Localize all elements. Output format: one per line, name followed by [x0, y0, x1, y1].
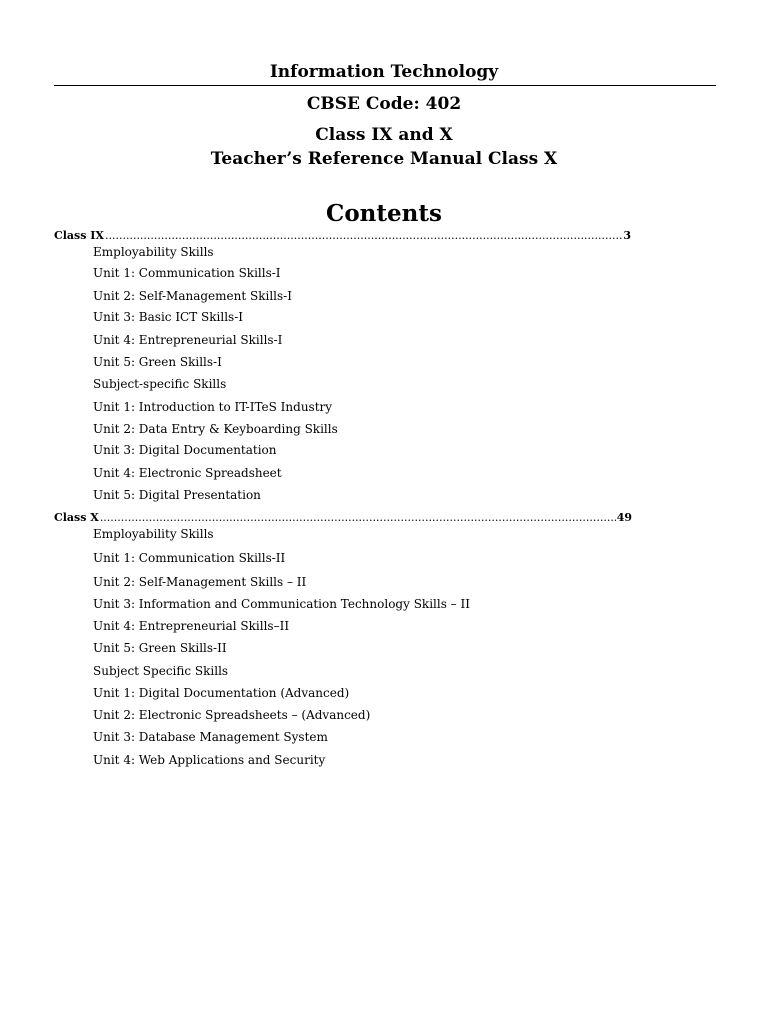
toc-entry[interactable]: Subject-specific Skills	[93, 377, 227, 391]
toc-page-number: 3	[623, 229, 631, 242]
toc-entry[interactable]: Unit 3: Information and Communication Technology Skills – II	[93, 597, 470, 611]
toc-section-label: Class IX	[54, 229, 104, 242]
toc-section-class-ix[interactable]	[54, 229, 631, 242]
toc-entry[interactable]: Unit 2: Self-Management Skills – II	[93, 575, 307, 589]
toc-entry[interactable]: Unit 1: Communication Skills-I	[93, 266, 281, 280]
class-range: Class IX and X	[315, 125, 453, 145]
toc-entry[interactable]: Unit 1: Communication Skills-II	[93, 551, 286, 565]
toc-entry[interactable]: Unit 2: Self-Management Skills-I	[93, 289, 292, 303]
toc-entry[interactable]: Unit 4: Web Applications and Security	[93, 753, 326, 767]
document-title: Information Technology	[269, 62, 499, 82]
toc-entry[interactable]: Unit 3: Basic ICT Skills-I	[93, 310, 244, 324]
toc-entry[interactable]: Unit 4: Entrepreneurial Skills–II	[93, 619, 290, 633]
toc-entry[interactable]: Unit 2: Data Entry & Keyboarding Skills	[93, 422, 338, 436]
toc-entry[interactable]: Subject Specific Skills	[93, 664, 229, 678]
toc-entry[interactable]: Unit 5: Green Skills-II	[93, 641, 227, 655]
toc-entry[interactable]: Unit 1: Digital Documentation (Advanced)	[93, 686, 350, 700]
toc-entry[interactable]: Employability Skills	[93, 245, 214, 259]
toc-entry[interactable]: Employability Skills	[93, 527, 214, 541]
toc-entry[interactable]: Unit 1: Introduction to IT-ITeS Industry	[93, 400, 333, 414]
cbse-code: CBSE Code: 402	[306, 94, 462, 114]
toc-entry[interactable]: Unit 5: Digital Presentation	[93, 488, 261, 502]
toc-entry[interactable]: Unit 4: Entrepreneurial Skills-I	[93, 333, 283, 347]
toc-entry[interactable]: Unit 3: Database Management System	[93, 730, 328, 744]
toc-section-label: Class X	[54, 511, 99, 524]
contents-heading: Contents	[326, 200, 442, 227]
manual-title: Teacher’s Reference Manual Class X	[210, 149, 558, 169]
toc-section-class-x[interactable]	[54, 511, 632, 524]
toc-entry[interactable]: Unit 3: Digital Documentation	[93, 443, 277, 457]
toc-entry[interactable]: Unit 5: Green Skills-I	[93, 355, 222, 369]
toc-leader-dots	[100, 511, 616, 524]
toc-page-number: 49	[616, 511, 632, 524]
toc-entry[interactable]: Unit 4: Electronic Spreadsheet	[93, 466, 282, 480]
title-rule	[54, 85, 716, 86]
toc-leader-dots	[105, 229, 622, 242]
toc-entry[interactable]: Unit 2: Electronic Spreadsheets – (Advanced)	[93, 708, 371, 722]
